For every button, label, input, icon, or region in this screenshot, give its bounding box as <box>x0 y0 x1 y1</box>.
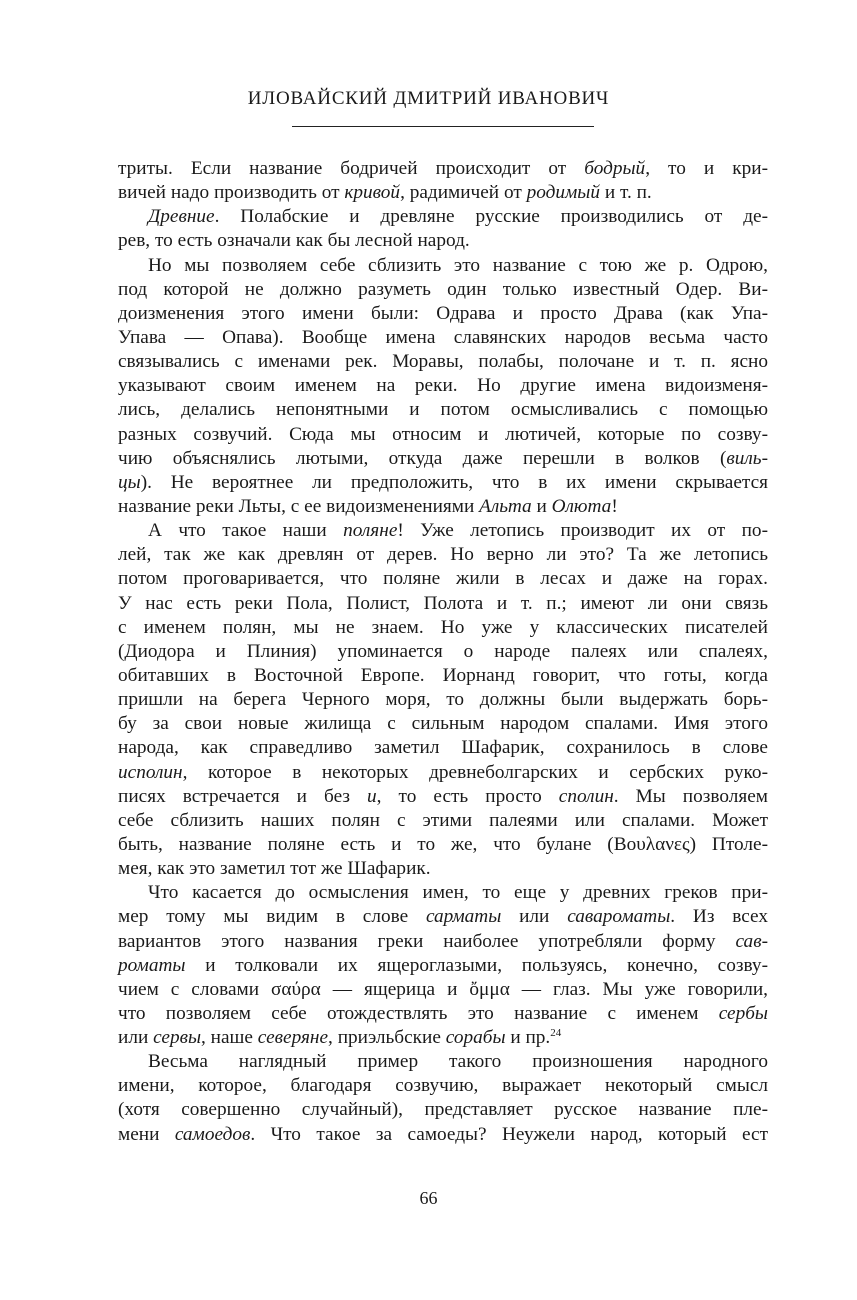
text-run: , радимичей от <box>400 182 527 204</box>
text-line <box>118 302 768 326</box>
text-line <box>118 857 768 881</box>
text-run: что позволяем себе отождествлять это название с именем <box>118 1002 719 1024</box>
text-line <box>118 712 768 736</box>
italic-term: Древние <box>148 206 215 228</box>
italic-term: поляне <box>343 520 398 542</box>
text-line <box>118 930 768 954</box>
text-run: чием с словами σαύρα — ящерица и ὄμμα — глаз. Мы уже говорили, <box>118 978 768 1000</box>
text-line <box>118 1123 768 1147</box>
text-run: себе сблизить наших полян с этими палеями или спалами. Может <box>118 809 768 831</box>
italic-term: кривой <box>344 182 401 204</box>
text-line <box>118 905 768 929</box>
text-line <box>118 1050 768 1074</box>
italic-term: сарматы <box>425 906 502 928</box>
text-line <box>118 833 768 857</box>
text-run: чию объяснялись лютыми, откуда даже перешли в волков ( <box>118 447 727 469</box>
text-line <box>118 229 768 253</box>
text-line <box>118 1002 768 1026</box>
text-line <box>118 254 768 278</box>
text-line <box>118 978 768 1002</box>
italic-term: виль- <box>726 447 768 469</box>
italic-term: савароматы <box>567 906 671 928</box>
text-run: , то и кри- <box>645 158 768 179</box>
text-run: (хотя совершенно случайный), представляет русское название пле- <box>118 1099 768 1121</box>
body-text <box>118 157 768 1147</box>
text-run: Что касается до осмысления имен, то еще у древних греков при- <box>148 882 768 904</box>
text-run: . Что такое за самоеды? Неужели народ, который ест <box>250 1123 768 1145</box>
text-run: Но мы позволяем себе сблизить это название с тою же р. Одрою, <box>148 254 768 276</box>
italic-term: сервы <box>153 1027 202 1049</box>
text-line <box>118 881 768 905</box>
text-line <box>118 543 768 567</box>
text-line <box>118 664 768 688</box>
text-run: и пр. <box>505 1027 551 1049</box>
text-run: связывались с именами рек. Моравы, полабы, полочане и т. п. ясно <box>118 351 768 373</box>
italic-term: сорабы <box>445 1027 506 1049</box>
text-run: Упава — Опава). Вообще имена славянских народов весьма часто <box>118 326 768 348</box>
text-line <box>118 471 768 495</box>
text-line <box>118 447 768 471</box>
text-line <box>118 1074 768 1098</box>
text-run: быть, название поляне есть и то же, что булане (Βουλανες) Птоле- <box>118 833 768 855</box>
text-run: и толковали их ящероглазыми, пользуясь, конечно, созву- <box>185 954 768 976</box>
text-run: . Полабские и древляне русские производились от де- <box>214 206 768 228</box>
page-number: 66 <box>419 1188 438 1208</box>
header-rule <box>292 126 594 127</box>
text-run: . Из всех <box>670 906 768 928</box>
running-header: ИЛОВАЙСКИЙ ДМИТРИЙ ИВАНОВИЧ <box>247 88 610 109</box>
text-run: Весьма наглядный пример такого произношения народного <box>148 1051 768 1073</box>
text-line <box>118 157 768 181</box>
text-run: , то есть просто <box>376 785 559 807</box>
text-line <box>118 519 768 543</box>
text-run: или <box>118 1027 154 1049</box>
text-run: , которое в некоторых древнеболгарских и сербских руко- <box>182 761 768 783</box>
text-run: под которой не должно разуметь один только известный Одер. Ви- <box>118 278 768 300</box>
text-run: мея, как это заметил тот же Шафарик. <box>118 858 431 880</box>
text-run: имени, которое, благодаря созвучию, выражает некоторый смысл <box>118 1075 768 1097</box>
text-line <box>118 640 768 664</box>
text-run: название реки Льты, с ее видоизменениями <box>118 495 480 517</box>
text-run: вичей надо производить от <box>118 182 345 204</box>
text-line <box>118 954 768 978</box>
italic-term: цы <box>118 471 141 493</box>
italic-term: самоедов <box>174 1123 251 1145</box>
text-run: . Мы позволяем <box>613 785 768 807</box>
italic-term: сав- <box>735 930 768 952</box>
italic-term: сполин <box>558 785 614 807</box>
text-run: триты. Если название бодричей происходит от <box>118 158 585 179</box>
text-run: вариантов этого названия греки наиболее употребляли форму <box>118 930 736 952</box>
italic-term: родимый <box>526 182 601 204</box>
text-run: или <box>501 906 568 928</box>
text-line <box>118 592 768 616</box>
italic-term: бодрый <box>584 158 646 179</box>
text-run: (Диодора и Плиния) упоминается о народе палеях или спалеях, <box>118 640 768 662</box>
text-run: доизменения этого имени были: Одрава и просто Драва (как Упа- <box>118 302 768 324</box>
text-run: лись, делались непонятными и потом осмысливались с помощью <box>118 399 768 421</box>
text-line <box>118 181 768 205</box>
text-line <box>118 761 768 785</box>
text-line <box>118 616 768 640</box>
italic-term: роматы <box>118 954 186 976</box>
text-line <box>118 1098 768 1122</box>
text-line <box>118 567 768 591</box>
text-line <box>118 423 768 447</box>
text-run: , наше <box>201 1027 258 1049</box>
text-line <box>118 495 768 519</box>
text-run: А что такое наши <box>148 520 344 542</box>
text-line <box>118 205 768 229</box>
text-run: разных созвучий. Сюда мы относим и лютичей, которые по созву- <box>118 423 768 445</box>
text-line <box>118 278 768 302</box>
text-run: потом проговаривается, что поляне жили в лесах и даже на горах. <box>118 568 768 590</box>
text-run: мени <box>118 1123 175 1145</box>
text-run: писях встречается и без <box>118 785 368 807</box>
text-run: обитавших в Восточной Европе. Иорнанд говорит, что готы, когда <box>118 664 768 686</box>
text-run: У нас есть реки Пола, Полист, Полота и т. п.; имеют ли они связь <box>118 592 768 614</box>
italic-term: и <box>367 785 377 807</box>
italic-term: Олюта <box>551 495 612 517</box>
text-run: и т. п. <box>600 182 652 204</box>
footnote-ref: 24 <box>550 1027 562 1040</box>
text-run: указывают своим именем на реки. Но другие имена видоизменя- <box>118 375 768 397</box>
text-line <box>118 809 768 833</box>
text-line <box>118 1026 768 1050</box>
text-run: ). Не вероятнее ли предположить, что в их имени скрывается <box>140 471 768 493</box>
text-line <box>118 350 768 374</box>
italic-term: исполин <box>118 761 183 783</box>
text-line <box>118 374 768 398</box>
text-line <box>118 785 768 809</box>
text-run: ! <box>611 495 618 517</box>
text-run: и <box>531 495 552 517</box>
text-run: мер тому мы видим в слове <box>118 906 426 928</box>
text-line <box>118 736 768 760</box>
italic-term: Альта <box>479 495 532 517</box>
text-line <box>118 688 768 712</box>
text-run: народа, как справедливо заметил Шафарик, сохранилось в слове <box>118 737 768 759</box>
text-run: пришли на берега Черного моря, то должны были выдержать борь- <box>118 689 768 711</box>
text-run: с именем полян, мы не знаем. Но уже у классических писателей <box>118 616 768 638</box>
text-line <box>118 326 768 350</box>
italic-term: сербы <box>718 1002 768 1024</box>
text-line <box>118 398 768 422</box>
text-run: бу за свои новые жилища с сильным народом спалами. Имя этого <box>118 713 768 735</box>
text-run: рев, то есть означали как бы лесной народ. <box>118 230 470 252</box>
text-run: , приэльбские <box>328 1027 446 1049</box>
italic-term: северяне <box>257 1027 329 1049</box>
text-run: ! Уже летопись производит их от по- <box>397 520 768 542</box>
text-run: лей, так же как древлян от дерев. Но верно ли это? Та же летопись <box>118 544 768 566</box>
